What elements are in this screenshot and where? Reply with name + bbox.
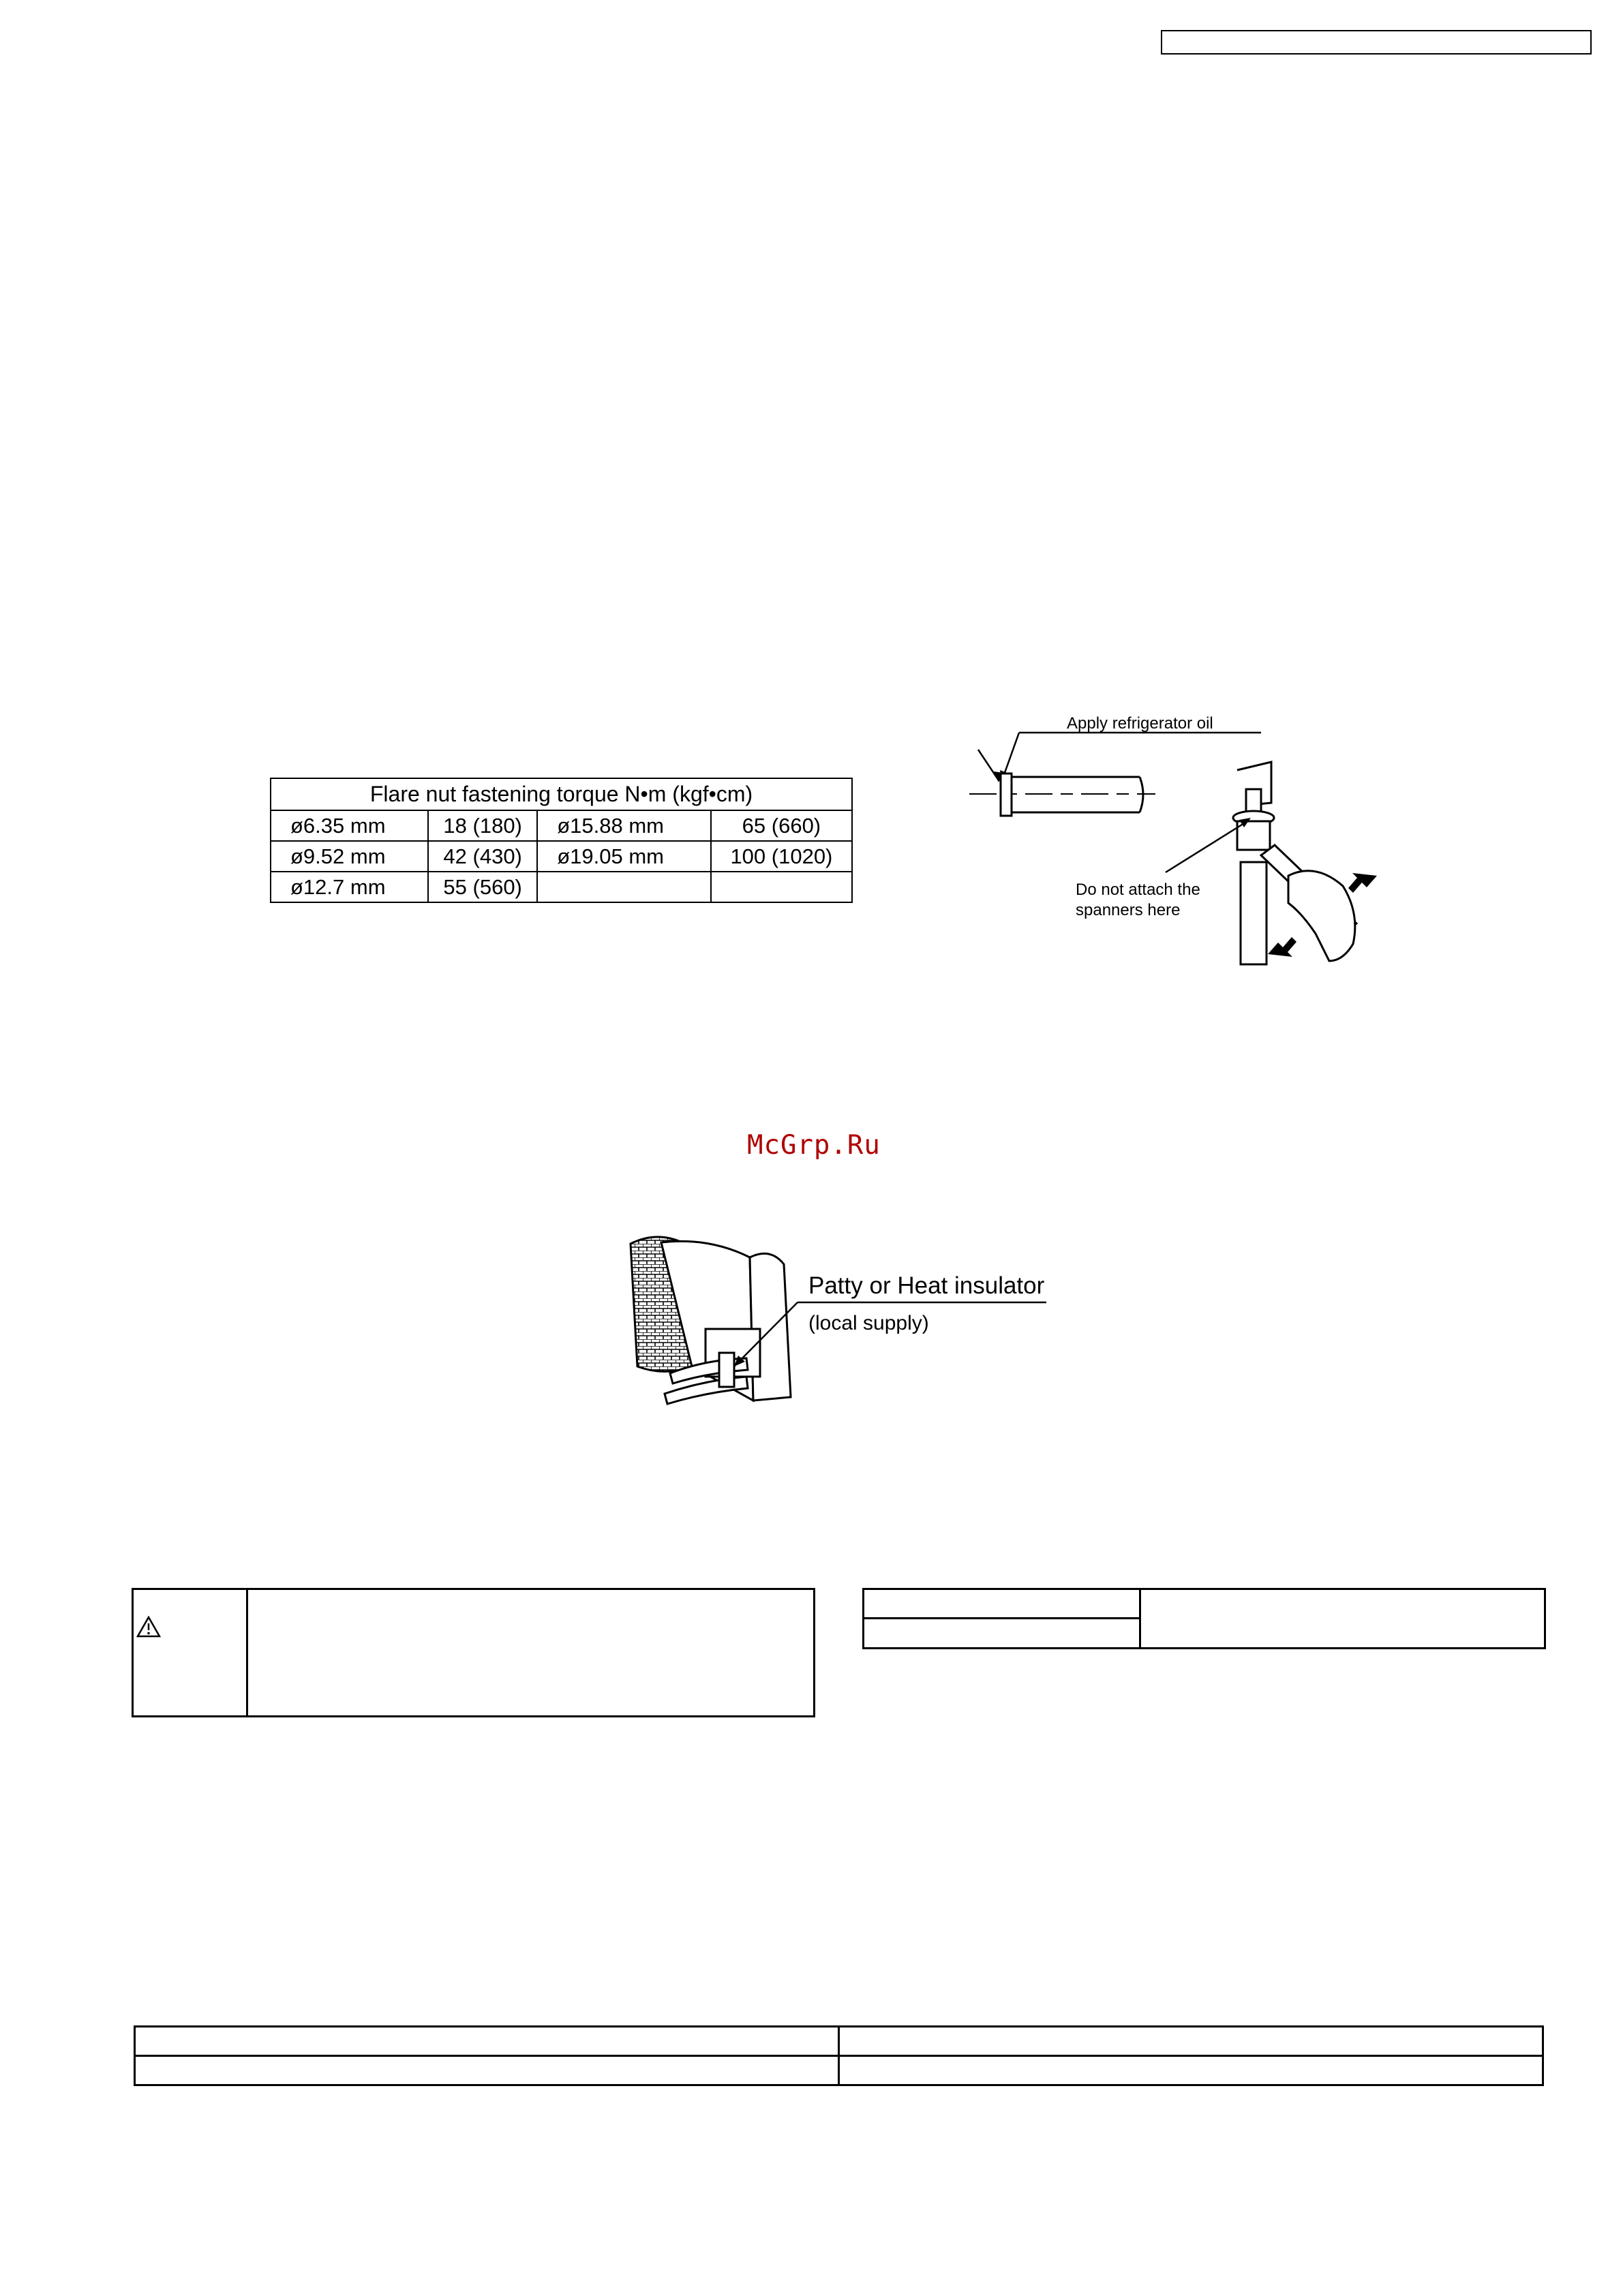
warning-triangle-icon xyxy=(136,1616,161,1638)
label-spanner-line-1: Do not attach the xyxy=(1076,881,1200,899)
insulator-shape xyxy=(719,1353,734,1387)
torque-table xyxy=(270,778,853,903)
table-cell: ø12.7 mm xyxy=(271,872,428,902)
header-box xyxy=(1161,30,1592,55)
torque-table-title: Flare nut fastening torque N•m (kgf•cm) xyxy=(271,778,852,810)
warning-box xyxy=(132,1588,815,1717)
table-row xyxy=(271,841,852,872)
table-cell: 55 (560) xyxy=(428,872,537,902)
table-row xyxy=(271,810,852,841)
table-cell: 18 (180) xyxy=(428,810,537,841)
table-cell: ø9.52 mm xyxy=(271,841,428,872)
leader-line xyxy=(1166,821,1247,872)
table-cell: ø6.35 mm xyxy=(271,810,428,841)
label-apply-oil: Apply refrigerator oil xyxy=(1067,714,1213,733)
table-cell xyxy=(711,872,852,902)
table-cell: ø15.88 mm xyxy=(537,810,711,841)
wall-side-shape xyxy=(750,1253,791,1400)
pipe-vertical xyxy=(1241,862,1266,964)
warning-box-divider xyxy=(246,1588,248,1717)
label-local-supply: (local supply) xyxy=(808,1312,929,1334)
table-row xyxy=(271,778,852,810)
table-cell: 42 (430) xyxy=(428,841,537,872)
leader-line xyxy=(978,750,999,780)
label-spanner-line-2: spanners here xyxy=(1076,901,1181,919)
flare-nut-shape xyxy=(1001,774,1012,816)
table-cell: 65 (660) xyxy=(711,810,852,841)
label-patty-insulator: Patty or Heat insulator xyxy=(808,1272,1045,1299)
bottom-table-row-line xyxy=(134,2055,1544,2057)
watermark: McGrp.Ru xyxy=(747,1130,881,1161)
table-cell xyxy=(537,872,711,902)
table-row xyxy=(271,872,852,902)
flare-spanner-figure xyxy=(961,709,1404,981)
force-arrow-icon xyxy=(1268,937,1296,957)
force-arrow-icon xyxy=(1348,873,1377,893)
right-table-row-line xyxy=(862,1617,1140,1619)
table-cell: 100 (1020) xyxy=(711,841,852,872)
table-cell: ø19.05 mm xyxy=(537,841,711,872)
hand-shape xyxy=(1288,871,1355,961)
